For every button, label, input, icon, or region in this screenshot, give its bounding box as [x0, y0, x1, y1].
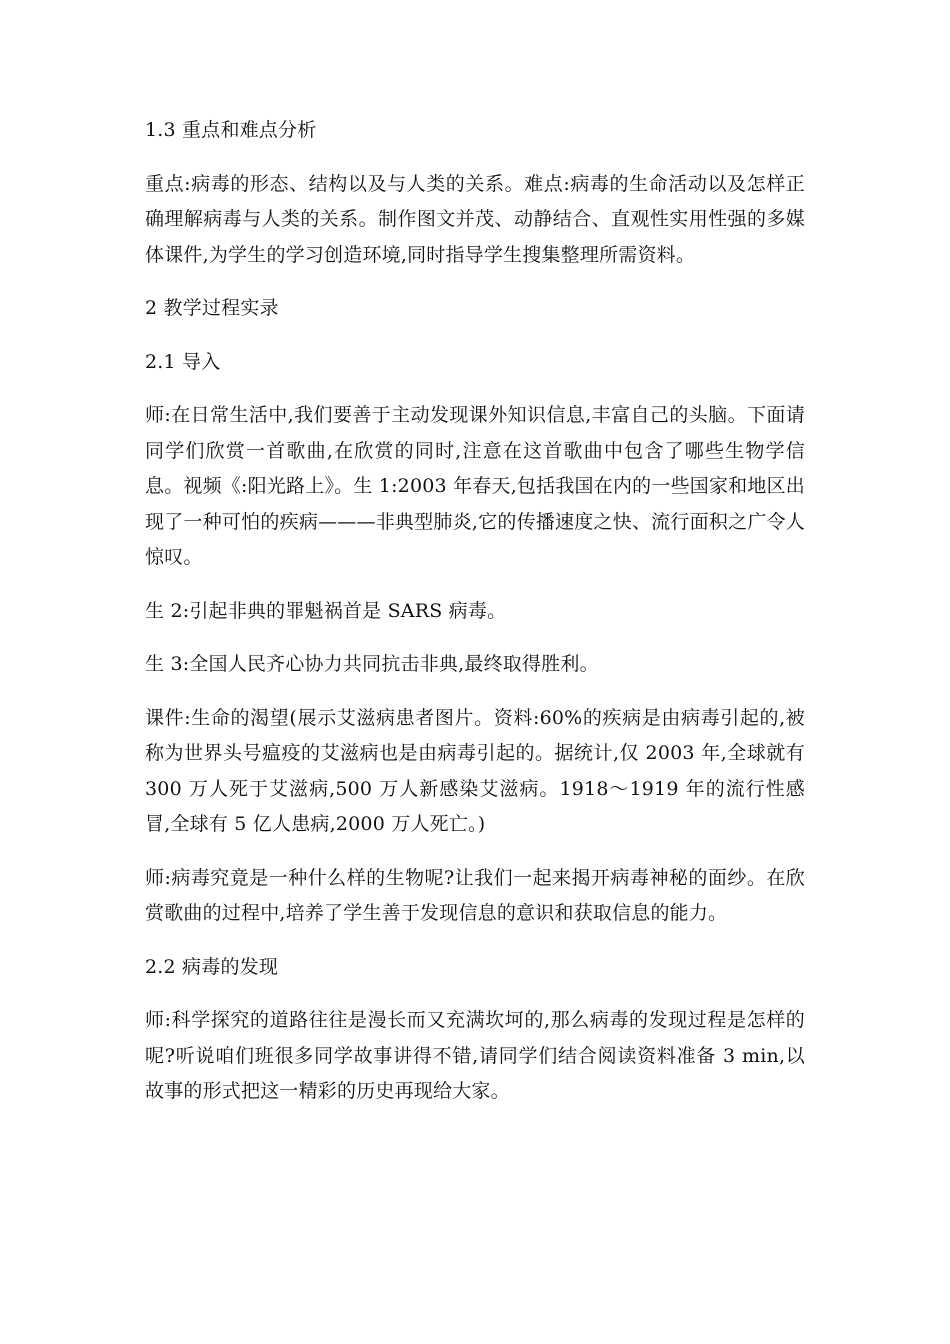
paragraph-courseware: 课件:生命的渴望(展示艾滋病患者图片。资料:60%的疾病是由病毒引起的,被称为世界头号瘟疫的艾滋病也是由病毒引起的。据统计,仅 2003 年,全球就有 300 万人死于艾滋病,500 万人新感染艾滋病。1918～1919 年的流行性感冒,全球有 5 亿人患病,2000 万人死亡。) [145, 706, 805, 835]
paragraph-student-2: 生 2:引起非典的罪魁祸首是 SARS 病毒。 [145, 599, 507, 622]
section-heading-2-2: 2.2 病毒的发现 [145, 955, 279, 978]
paragraph-discovery: 师:科学探究的道路往往是漫长而又充满坎坷的,那么病毒的发现过程是怎样的呢?听说咱们班很多同学故事讲得不错,请同学们结合阅读资料准备 3 min,以故事的形式把这一精彩的历史再现给大家。 [145, 1009, 805, 1102]
paragraph-introduction: 师:在日常生活中,我们要善于主动发现课外知识信息,丰富自己的头脑。下面请同学们欣赏一首歌曲,在欣赏的同时,注意在这首歌曲中包含了哪些生物学信息。视频《:阳光路上》。生 1:2003 年春天,包括我国在内的一些国家和地区出现了一种可怕的疾病———非典型肺炎,它的传播速度之快、流行面积之广令人惊叹。 [145, 404, 805, 568]
paragraph-teacher-question: 师:病毒究竟是一种什么样的生物呢?让我们一起来揭开病毒神秘的面纱。在欣赏歌曲的过程中,培养了学生善于发现信息的意识和获取信息的能力。 [145, 866, 805, 924]
section-heading-2-1: 2.1 导入 [145, 350, 221, 373]
paragraph-key-points: 重点:病毒的形态、结构以及与人类的关系。难点:病毒的生命活动以及怎样正确理解病毒与人类的关系。制作图文并茂、动静结合、直观性实用性强的多媒体课件,为学生的学习创造环境,同时指导学生搜集整理所需资料。 [145, 172, 805, 266]
section-heading-1-3: 1.3 重点和难点分析 [145, 119, 317, 141]
section-heading-2: 2 教学过程实录 [145, 297, 279, 319]
paragraph-student-3: 生 3:全国人民齐心协力共同抗击非典,最终取得胜利。 [145, 653, 599, 675]
document-body [145, 113, 805, 1128]
